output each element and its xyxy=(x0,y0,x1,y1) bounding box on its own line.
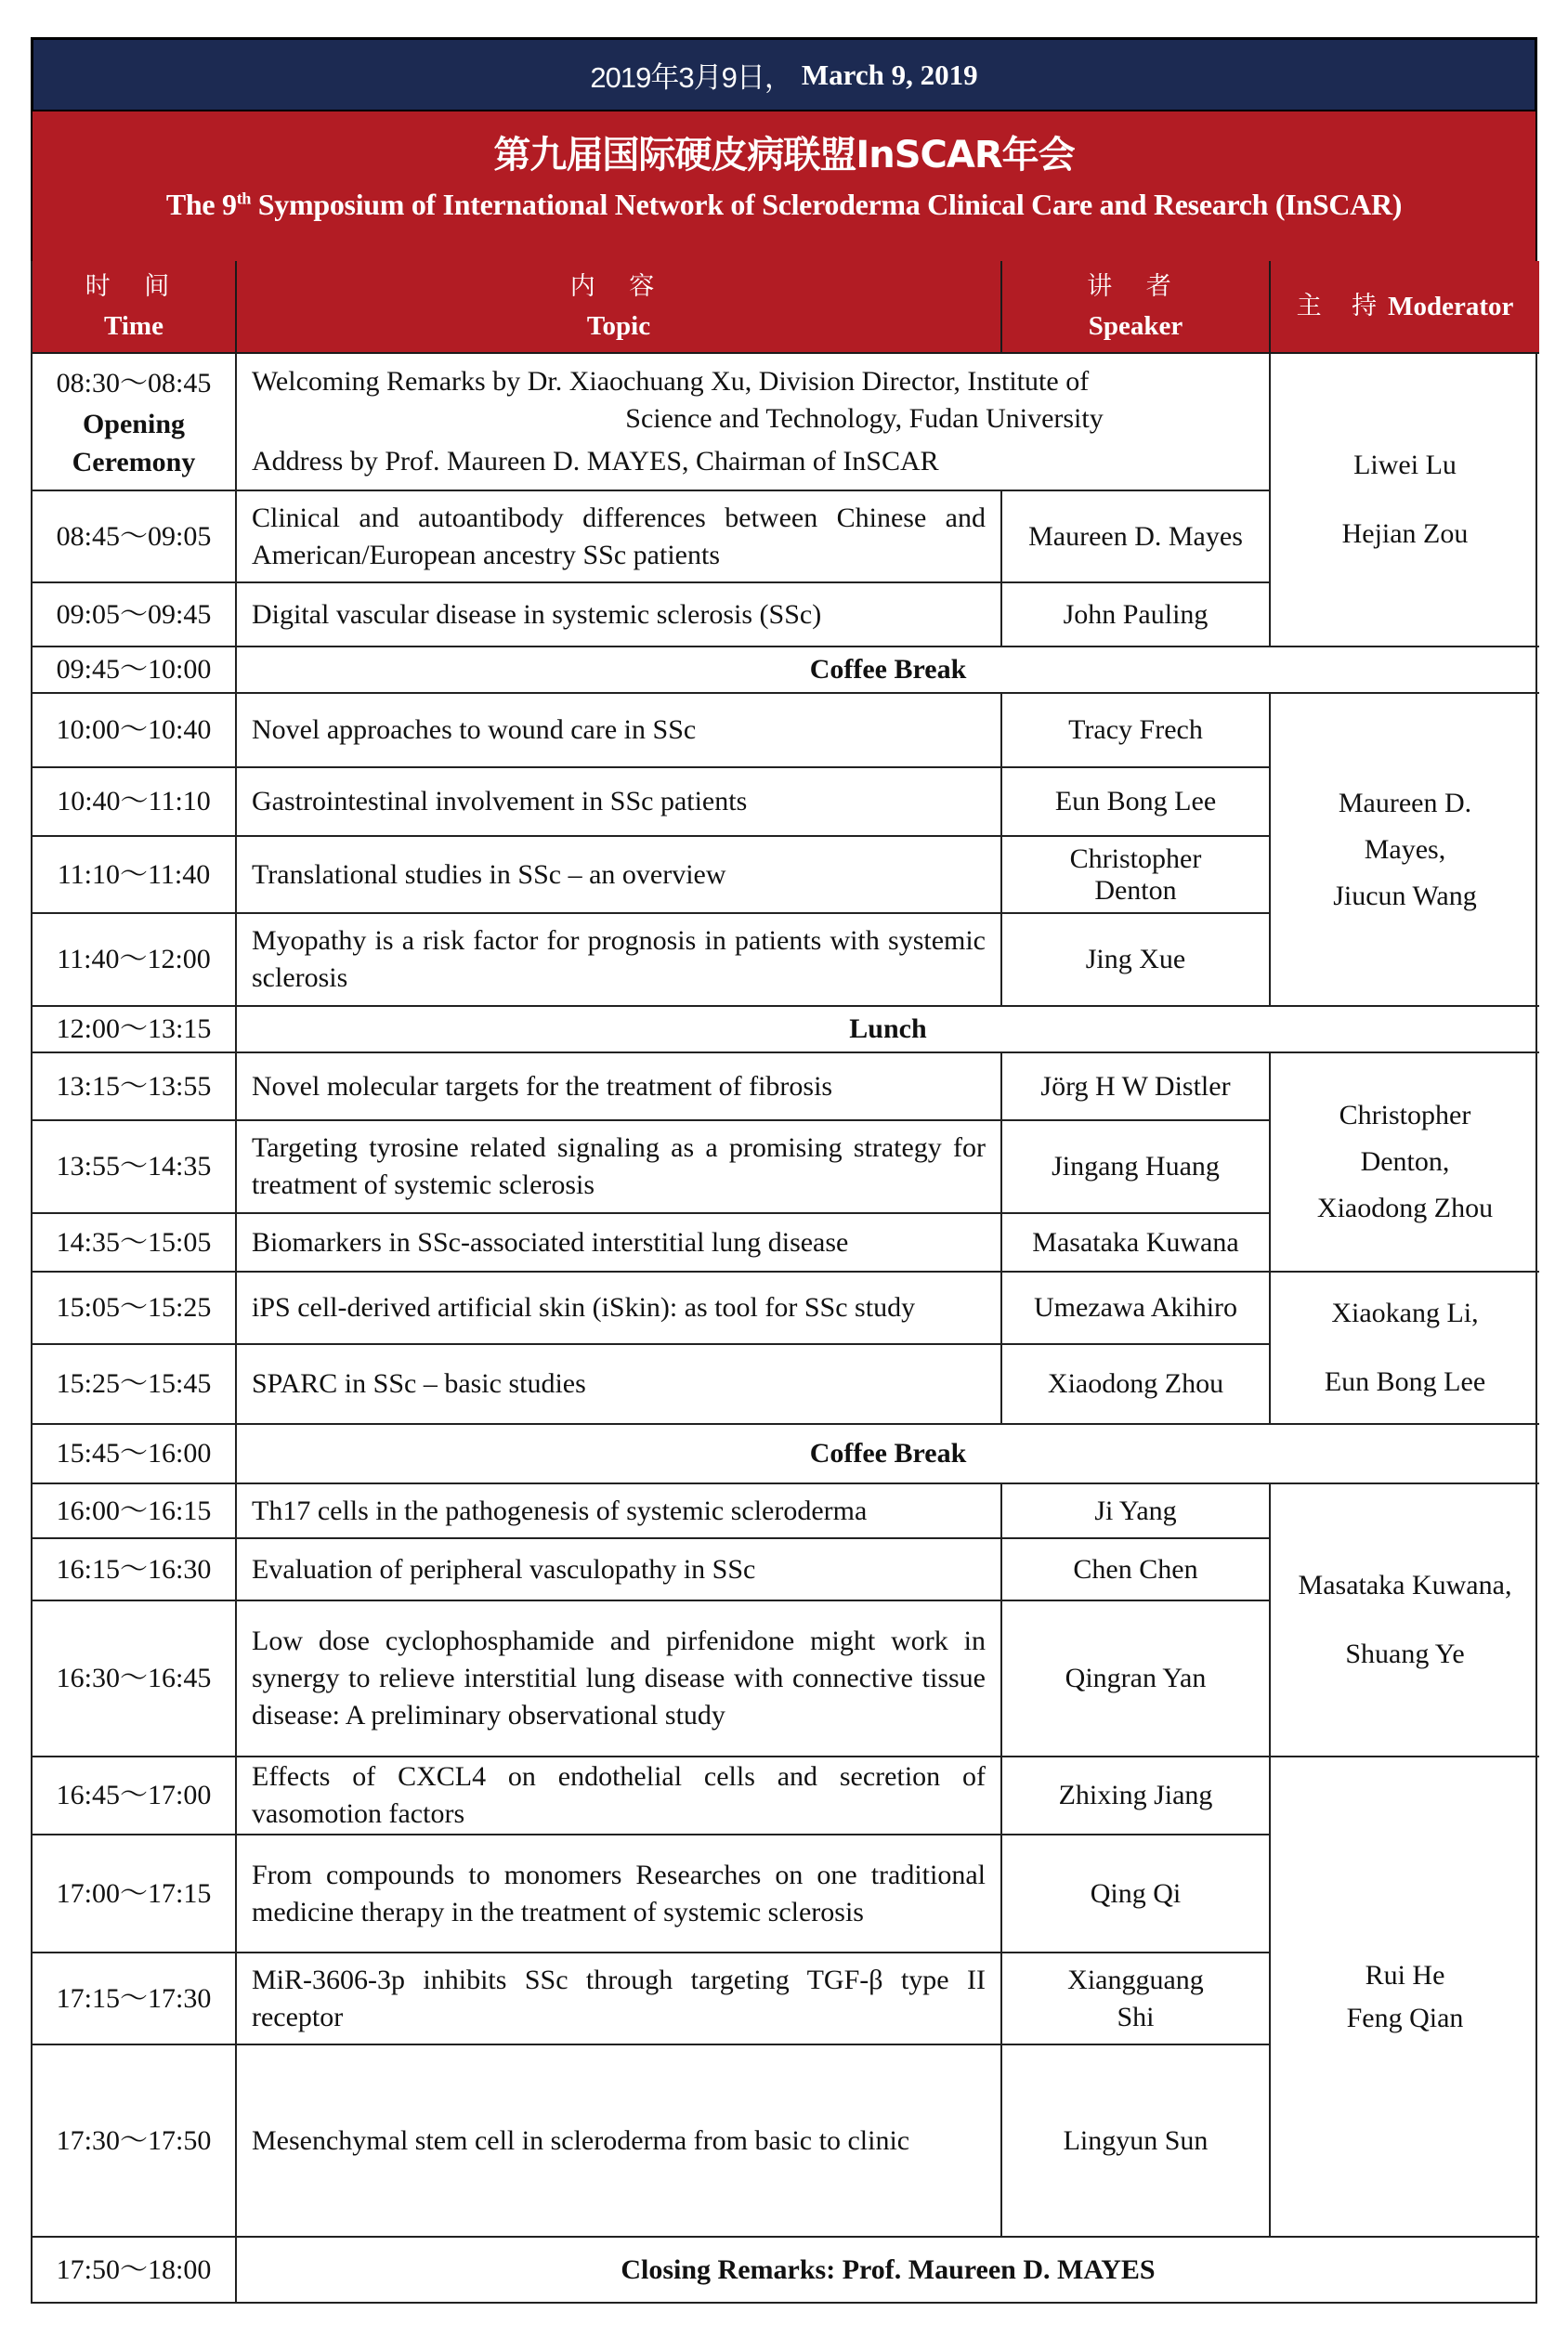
time-cell: 15:45～16:00 xyxy=(33,1425,237,1484)
speaker-name: Xiangguang xyxy=(1067,1964,1204,1995)
column-header-topic xyxy=(237,261,1002,354)
column-header-speaker xyxy=(1002,261,1271,354)
time-cell: 16:00～16:15 xyxy=(33,1484,237,1539)
time-cell: 10:00～10:40 xyxy=(33,694,237,768)
moderator-name: Christopher xyxy=(1339,1100,1471,1130)
speaker-name: Denton xyxy=(1094,874,1177,906)
time-cell: 17:00～17:15 xyxy=(33,1835,237,1953)
time-cell: 16:30～16:45 xyxy=(33,1601,237,1757)
topic-line: Address by Prof. Maureen D. MAYES, Chairman of InSCAR xyxy=(252,446,939,477)
closing-cell: Closing Remarks: Prof. Maureen D. MAYES xyxy=(621,2253,1156,2285)
topic-text: Clinical and autoantibody differences between Chinese and American/European ancestry SSc patients xyxy=(252,502,986,570)
title-english xyxy=(33,186,1535,223)
moderator-name: Denton, xyxy=(1360,1146,1450,1177)
speaker-cell: Eun Bong Lee xyxy=(1002,768,1271,837)
title-en-suffix: Symposium of International Network of Scleroderma Clinical Care and Research (InSCAR) xyxy=(251,188,1403,221)
speaker-cell: Jingang Huang xyxy=(1002,1121,1271,1214)
time-cell: 09:05～09:45 xyxy=(33,583,237,647)
topic-text: Evaluation of peripheral vasculopathy in SSc xyxy=(252,1553,756,1585)
topic-cell xyxy=(237,1214,1002,1273)
time-header-cn: 时 间 xyxy=(85,272,183,301)
speaker-cell: Jörg H W Distler xyxy=(1002,1053,1271,1121)
title-banner xyxy=(31,111,1537,261)
topic-cell xyxy=(237,1273,1002,1345)
topic-cell xyxy=(237,914,1002,1007)
topic-text: Effects of CXCL4 on endothelial cells and secretion of vasomotion factors xyxy=(252,1761,986,1829)
time-cell: 15:25～15:45 xyxy=(33,1345,237,1425)
speaker-cell: Ji Yang xyxy=(1002,1484,1271,1539)
time-cell: 09:45～10:00 xyxy=(33,647,237,694)
moderator-header-cn: 主 持 xyxy=(1296,292,1389,320)
date-english: March 9, 2019 xyxy=(801,58,978,91)
time-cell: 17:50～18:00 xyxy=(33,2238,237,2302)
speaker-cell xyxy=(1002,1953,1271,2045)
moderator-cell xyxy=(1271,1053,1539,1273)
moderator-name: Jiucun Wang xyxy=(1333,880,1477,911)
time-header-en: Time xyxy=(104,311,163,341)
moderator-name: Feng Qian xyxy=(1346,2002,1464,2033)
topic-cell xyxy=(237,1484,1002,1539)
moderator-cell xyxy=(1271,1484,1539,1757)
speaker-cell: Xiaodong Zhou xyxy=(1002,1345,1271,1425)
topic-text: Th17 cells in the pathogenesis of systemic scleroderma xyxy=(252,1495,868,1526)
topic-text: Translational studies in SSc – an overview xyxy=(252,858,726,890)
time-cell: 15:05～15:25 xyxy=(33,1273,237,1345)
topic-cell xyxy=(237,1601,1002,1757)
topic-text: MiR-3606-3p inhibits SSc through targeting TGF-β type II receptor xyxy=(252,1964,986,2032)
session-label: Opening xyxy=(82,409,186,439)
column-header-time xyxy=(33,261,237,354)
time-cell: 08:45～09:05 xyxy=(33,491,237,583)
time-text: 08:30～08:45 xyxy=(56,368,212,398)
topic-cell xyxy=(237,1835,1002,1953)
topic-header-en: Topic xyxy=(586,311,651,341)
topic-text: Novel molecular targets for the treatment of fibrosis xyxy=(252,1070,833,1102)
time-cell: 14:35～15:05 xyxy=(33,1214,237,1273)
topic-text: Targeting tyrosine related signaling as a promising strategy for treatment of systemic sclerosis xyxy=(252,1132,986,1200)
time-cell: 13:15～13:55 xyxy=(33,1053,237,1121)
topic-cell xyxy=(237,1953,1002,2045)
speaker-cell: Lingyun Sun xyxy=(1002,2045,1271,2238)
topic-cell xyxy=(237,837,1002,914)
time-cell: 16:15～16:30 xyxy=(33,1539,237,1601)
topic-cell xyxy=(237,768,1002,837)
moderator-cell xyxy=(1271,1273,1539,1425)
time-cell: 17:15～17:30 xyxy=(33,1953,237,2045)
time-cell: 11:10～11:40 xyxy=(33,837,237,914)
topic-cell xyxy=(237,491,1002,583)
topic-cell xyxy=(237,694,1002,768)
topic-text: Novel approaches to wound care in SSc xyxy=(252,714,697,745)
moderator-cell xyxy=(1271,694,1539,1007)
topic-text: Low dose cyclophosphamide and pirfenidone might work in synergy to relieve interstitial lung disease with connective tissue disease: A preliminary observational study xyxy=(252,1626,986,1731)
title-en-prefix: The 9 xyxy=(165,188,237,221)
schedule-sheet xyxy=(31,37,1537,2304)
topic-cell xyxy=(237,1757,1002,1835)
topic-text: Myopathy is a risk factor for prognosis in patients with systemic sclerosis xyxy=(252,925,986,993)
break-cell: Lunch xyxy=(237,1007,1539,1053)
topic-text: Digital vascular disease in systemic sclerosis (SSc) xyxy=(252,598,822,630)
date-banner xyxy=(31,37,1537,111)
topic-header-cn: 内 容 xyxy=(569,272,668,301)
speaker-cell: Umezawa Akihiro xyxy=(1002,1273,1271,1345)
break-cell: Coffee Break xyxy=(237,1425,1539,1484)
speaker-cell: Maureen D. Mayes xyxy=(1002,491,1271,583)
speaker-name: Shi xyxy=(1117,2001,1155,2032)
speaker-cell: Jing Xue xyxy=(1002,914,1271,1007)
moderator-cell xyxy=(1271,1757,1539,2238)
speaker-cell: Tracy Frech xyxy=(1002,694,1271,768)
time-cell xyxy=(33,354,237,491)
speaker-cell: Masataka Kuwana xyxy=(1002,1214,1271,1273)
topic-cell xyxy=(237,583,1002,647)
column-header-moderator xyxy=(1271,261,1539,354)
moderator-name: Shuang Ye xyxy=(1345,1639,1465,1669)
moderator-header-en: Moderator xyxy=(1388,292,1514,321)
topic-text: Gastrointestinal involvement in SSc patients xyxy=(252,786,748,816)
moderator-name: Xiaodong Zhou xyxy=(1316,1193,1494,1223)
topic-cell xyxy=(237,1345,1002,1425)
topic-cell xyxy=(237,1053,1002,1121)
topic-line: Welcoming Remarks by Dr. Xiaochuang Xu, Division Director, Institute of xyxy=(252,366,1090,397)
topic-text: From compounds to monomers Researches on one traditional medicine therapy in the treatment of systemic sclerosis xyxy=(252,1859,986,1927)
title-chinese: 第九届国际硬皮病联盟InSCAR年会 xyxy=(493,134,1075,176)
topic-text: iPS cell-derived artificial skin (iSkin): as tool for SSc study xyxy=(252,1292,916,1323)
topic-cell xyxy=(237,1121,1002,1214)
date-chinese: 2019年3月9日， xyxy=(590,61,792,94)
speaker-cell xyxy=(1002,837,1271,914)
speaker-cell: John Pauling xyxy=(1002,583,1271,647)
topic-text: Mesenchymal stem cell in scleroderma from basic to clinic xyxy=(252,2124,910,2156)
break-cell: Coffee Break xyxy=(237,647,1539,694)
time-cell: 11:40～12:00 xyxy=(33,914,237,1007)
schedule-table xyxy=(31,261,1537,2304)
moderator-name: Hejian Zou xyxy=(1341,518,1469,549)
topic-cell xyxy=(237,1539,1002,1601)
moderator-name: Masataka Kuwana, xyxy=(1298,1570,1512,1600)
time-cell: 12:00～13:15 xyxy=(33,1007,237,1053)
moderator-cell xyxy=(1271,354,1539,647)
topic-cell xyxy=(237,354,1271,491)
speaker-header-cn: 讲 者 xyxy=(1087,272,1184,301)
moderator-name: Liwei Lu xyxy=(1353,450,1457,480)
speaker-cell: Chen Chen xyxy=(1002,1539,1271,1601)
moderator-name: Mayes, xyxy=(1364,833,1446,865)
topic-line: Science and Technology, Fudan University xyxy=(625,403,1104,434)
moderator-name: Rui He xyxy=(1365,1959,1445,1991)
speaker-header-en: Speaker xyxy=(1088,311,1183,341)
title-en-superscript: th xyxy=(236,189,252,208)
speaker-name: Christopher xyxy=(1069,842,1202,874)
moderator-name: Xiaokang Li, xyxy=(1331,1298,1479,1328)
moderator-name: Eun Bong Lee xyxy=(1324,1366,1486,1397)
time-cell: 10:40～11:10 xyxy=(33,768,237,837)
topic-text: SPARC in SSc – basic studies xyxy=(252,1368,586,1399)
time-cell: 17:30～17:50 xyxy=(33,2045,237,2238)
speaker-cell: Qing Qi xyxy=(1002,1835,1271,1953)
speaker-cell: Qingran Yan xyxy=(1002,1601,1271,1757)
session-label: Ceremony xyxy=(72,447,196,477)
topic-cell xyxy=(237,2045,1002,2238)
time-cell: 13:55～14:35 xyxy=(33,1121,237,1214)
speaker-cell: Zhixing Jiang xyxy=(1002,1757,1271,1835)
moderator-name: Maureen D. xyxy=(1338,787,1472,818)
time-cell: 16:45～17:00 xyxy=(33,1757,237,1835)
topic-text: Biomarkers in SSc-associated interstitial lung disease xyxy=(252,1226,849,1258)
